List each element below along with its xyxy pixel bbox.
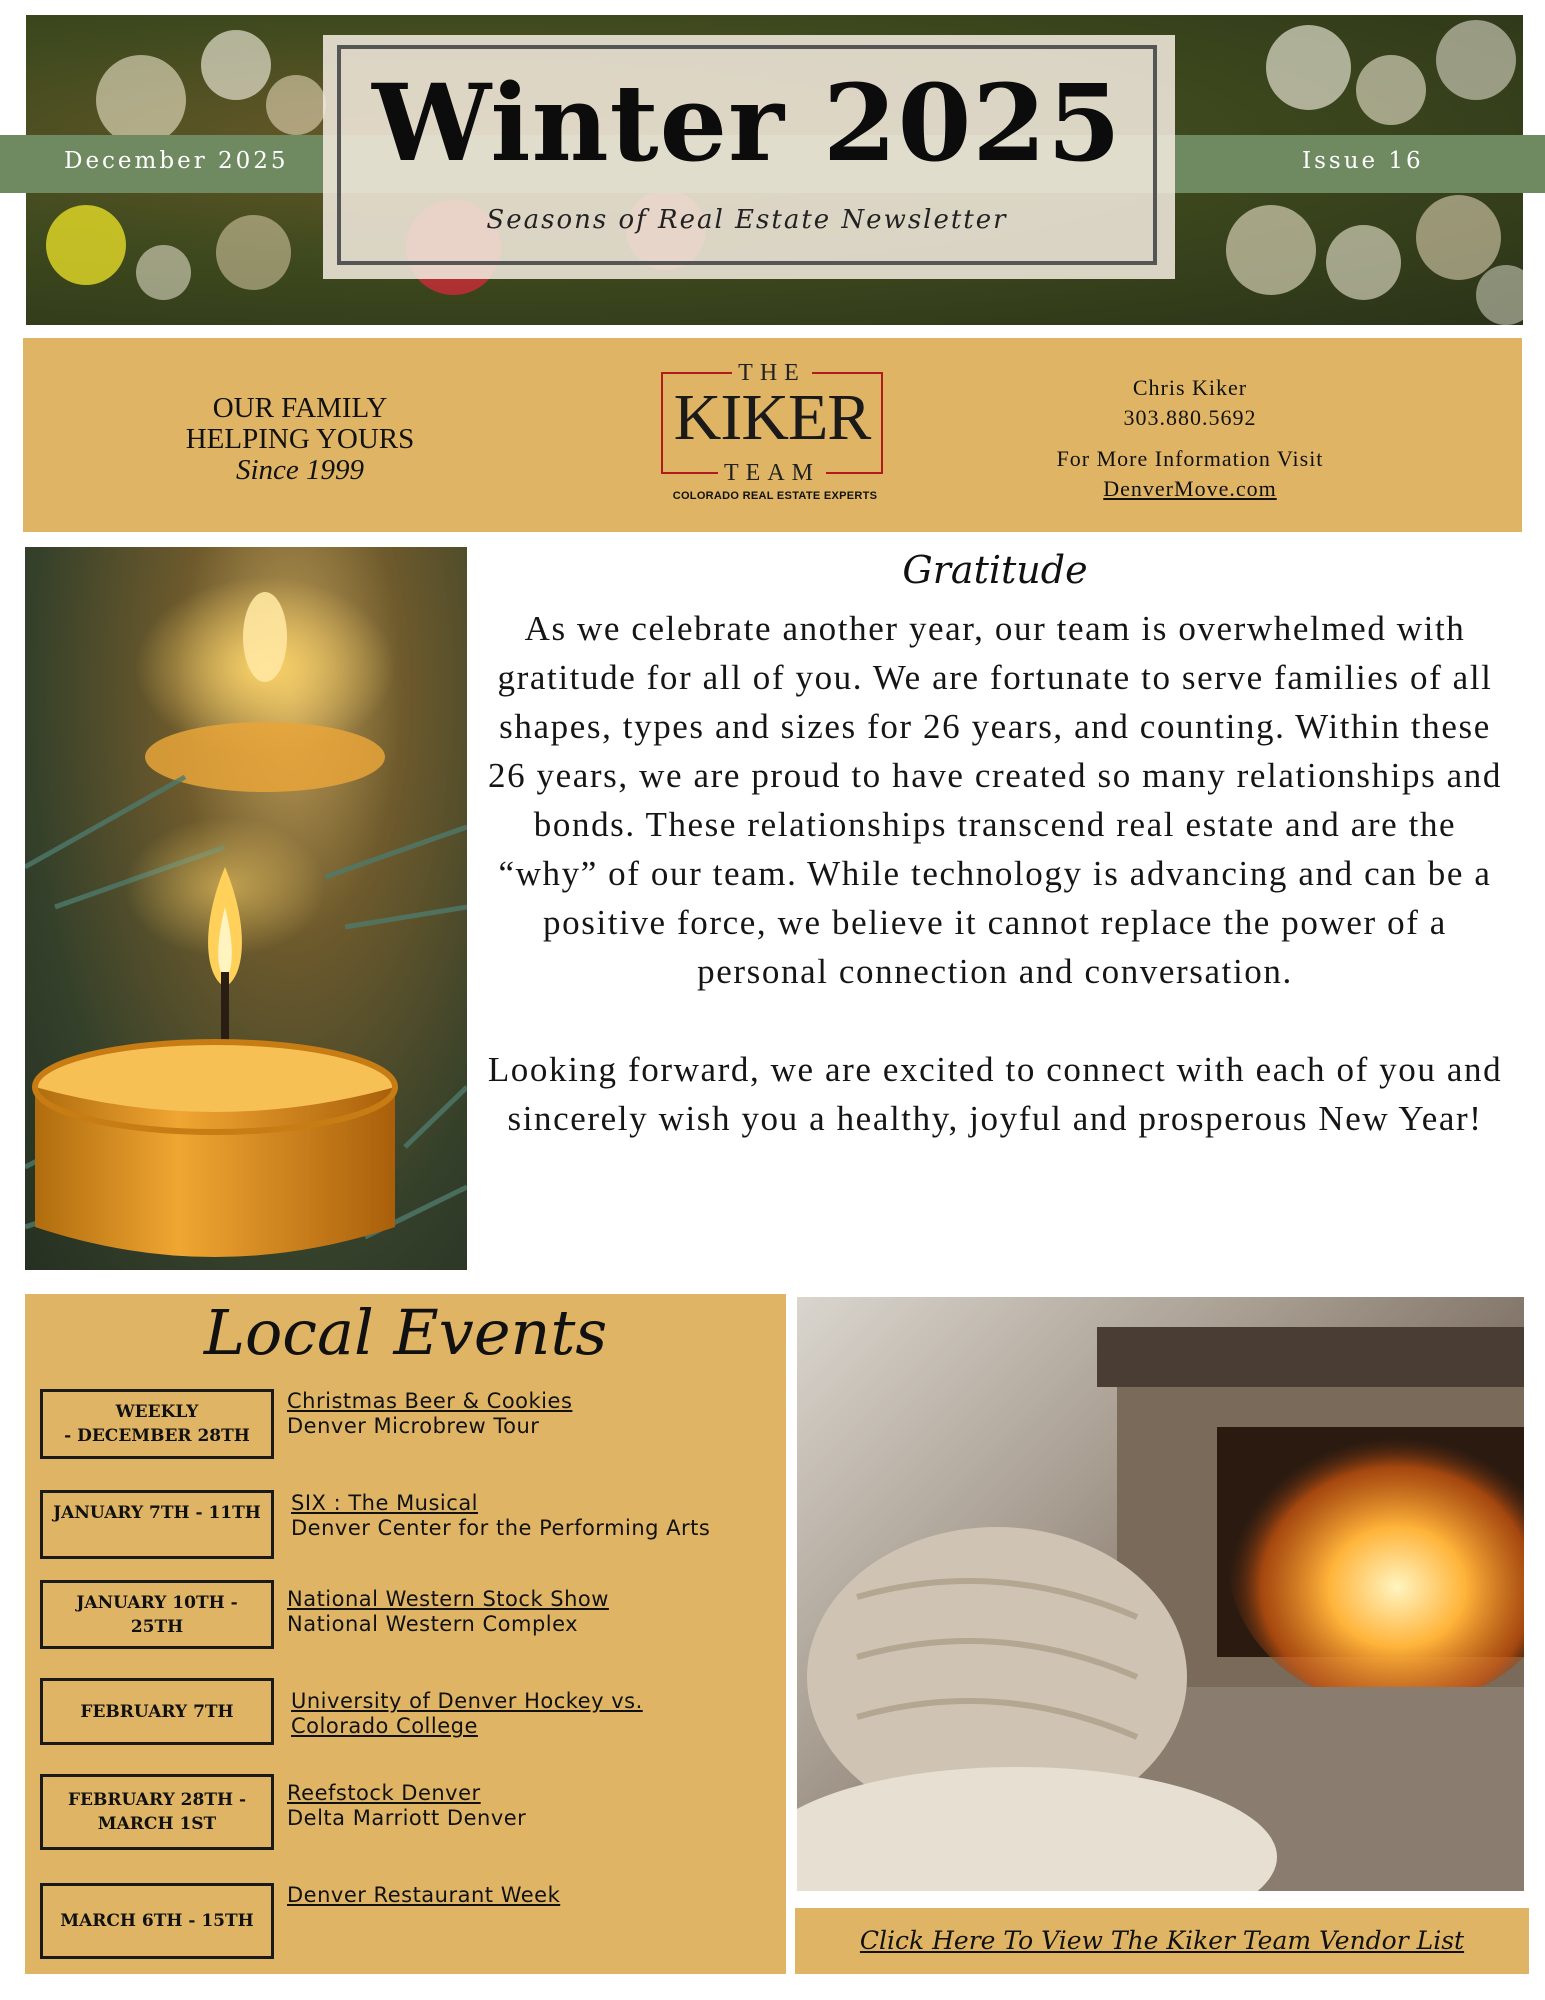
event-name-3[interactable]: National Western Stock Show [287, 1587, 609, 1611]
event-name-6[interactable]: Denver Restaurant Week [287, 1883, 561, 1907]
event-item-1 [287, 1389, 572, 1439]
event-item-6 [287, 1883, 560, 1908]
event-venue-2: Denver Center for the Performing Arts [291, 1516, 711, 1540]
event-item-3 [287, 1587, 609, 1637]
tagline-line-2: HELPING YOURS [185, 423, 415, 455]
event-venue-5: Delta Marriott Denver [287, 1806, 527, 1830]
issue-date: December 2025 [64, 148, 289, 174]
event-name-1[interactable]: Christmas Beer & Cookies [287, 1389, 573, 1413]
tagline [130, 393, 470, 486]
gratitude-body [480, 604, 1510, 1143]
event-item-2 [291, 1491, 710, 1541]
tagline-line-1: OUR FAMILY [212, 392, 388, 424]
gratitude-paragraph-1: As we celebrate another year, our team is overwhelmed with gratitude for all of you. We are fortunate to serve families of all shapes, types and sizes for 26 years, and counting. Within these 26 years, we are proud to have created so many relationships and bonds. These relationships transcend real estate and are the “why” of our team. While technology is advancing and can be a positive force, we believe it cannot replace the power of a personal connection and conversation. [487, 609, 1503, 991]
more-info-text: For More Information Visit [1056, 446, 1324, 471]
vendor-list-link[interactable]: Click Here To View The Kiker Team Vendor List [859, 1926, 1465, 1955]
event-date-3: JANUARY 10TH - 25TH [40, 1580, 274, 1649]
logo-the: THE [732, 360, 812, 386]
event-date-1: WEEKLY - DECEMBER 28TH [40, 1389, 274, 1459]
event-item-5 [287, 1781, 526, 1831]
gratitude-title: Gratitude [902, 548, 1088, 592]
logo-kiker: KIKER [673, 381, 871, 454]
fireplace-image [797, 1297, 1524, 1891]
event-date-6: MARCH 6TH - 15TH [40, 1883, 274, 1959]
issue-number: Issue 16 [1302, 148, 1424, 174]
newsletter-title: Winter 2025 [372, 60, 1122, 185]
event-date-5: FEBRUARY 28TH - MARCH 1ST [40, 1774, 274, 1850]
event-date-2: JANUARY 7TH - 11TH [40, 1490, 274, 1559]
logo-subtitle: COLORADO REAL ESTATE EXPERTS [672, 490, 878, 502]
logo-team: TEAM [718, 460, 826, 486]
event-name-2[interactable]: SIX : The Musical [291, 1491, 479, 1515]
event-name-4[interactable]: University of Denver Hockey vs. Colorado College [291, 1689, 643, 1738]
newsletter-subtitle: Seasons of Real Estate Newsletter [486, 205, 1008, 235]
contact-phone: 303.880.5692 [1123, 405, 1257, 430]
candle-image [25, 547, 467, 1270]
contact-name: Chris Kiker [1132, 375, 1248, 400]
event-date-4: FEBRUARY 7TH [40, 1678, 274, 1745]
tagline-since: Since 1999 [235, 454, 365, 486]
gratitude-paragraph-2: Looking forward, we are excited to connect with each of you and sincerely wish you a healthy, joyful and prosperous New Year! [487, 1050, 1503, 1138]
event-venue-1: Denver Microbrew Tour [287, 1414, 540, 1438]
events-title: Local Events [203, 1296, 608, 1369]
event-venue-3: National Western Complex [287, 1612, 579, 1636]
event-name-5[interactable]: Reefstock Denver [287, 1781, 481, 1805]
event-item-4 [291, 1689, 643, 1739]
website-link[interactable]: DenverMove.com [1103, 476, 1277, 501]
